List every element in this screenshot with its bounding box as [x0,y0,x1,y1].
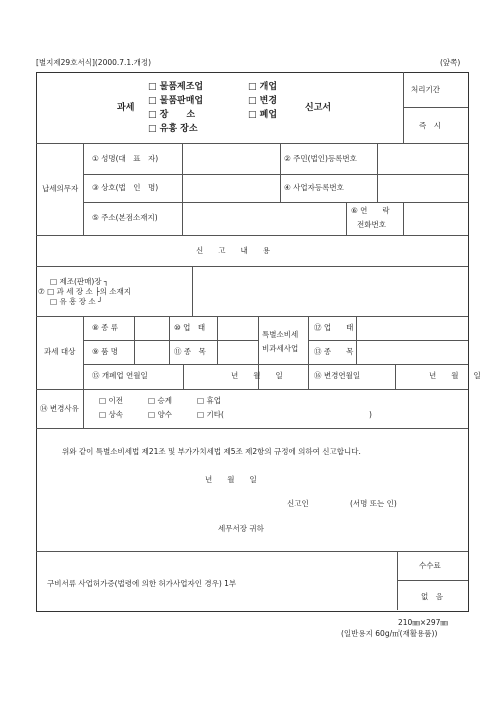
product-label: ⑨ 품 명 [92,347,118,356]
trade-name-label: ③ 상호(법 인 명) [92,183,159,192]
reason-relocation[interactable]: □ 이전 [99,396,123,405]
form-number: [별지제29호서식](2000.7.1.개정) [36,58,151,67]
exempt-label-1: 특별소비세 [262,330,299,339]
title-option-change[interactable]: □ 변경 [248,96,278,106]
declaration-text: 위와 같이 특별소비세법 제21조 및 부가가치세법 제5조 제2항의 규정에 의하여 신고합니다. [62,447,361,456]
type2-label: ⑫ 업 태 [314,323,354,332]
name-label: ① 성명(대 표 자) [92,154,159,163]
attachments-text: 구비서류 사업허가증(법령에 의한 허가사업자인 경우) 1부 [47,579,237,588]
addressee: 세무서장 귀하 [218,524,264,533]
declaration-date: 년 월 일 [205,475,257,484]
report-content-heading: 신 고 내 용 [196,246,270,255]
title-prefix: 과세 [117,103,135,113]
processing-period-value: 즉 시 [419,121,441,130]
kind-label: ⑧ 종 류 [92,323,118,332]
title-option-manufacturing[interactable]: □ 물품제조업 [148,82,204,92]
address-label: ⑤ 주소(본점소재지) [92,213,158,222]
paper-size: 210㎜×297㎜ [398,618,448,627]
title-option-place[interactable]: □ 장 소 [148,110,196,120]
change-date-label: ⑯ 변경연월일 [314,371,361,380]
taxpayer-label: 납세의무자 [42,184,79,193]
title-suffix: 신고서 [305,103,332,113]
title-option-sales[interactable]: □ 물품판매업 [148,96,204,106]
location-line-3: □ 유 흥 장 소 ┘ [50,297,103,306]
page-side: (앞쪽) [440,58,461,67]
reason-other[interactable]: □ 기타( [197,410,224,419]
processing-period-label: 처리기간 [411,85,440,94]
reason-suspension[interactable]: □ 휴업 [197,396,221,405]
title-option-open[interactable]: □ 개업 [248,82,278,92]
location-line-1: □ 제조(판매)장 ┐ [50,277,109,286]
item-label: ⑪ 종 목 [174,347,206,356]
phone-label-1: ⑥ 연 락 [351,206,390,215]
exempt-label-2: 비과세사업 [262,344,299,353]
type-label: ⑩ 업 태 [174,323,206,332]
fee-label: 수수료 [419,561,441,570]
change-date-value: 년 월 일 [429,371,481,380]
registration-number-label: ② 주민(법인)등록번호 [284,154,357,163]
location-line-2: ⑦ □ 과 세 장 소 ├의 소재지 [38,287,131,296]
reason-succession[interactable]: □ 승계 [148,396,172,405]
change-reason-label: ⑭ 변경사유 [40,404,79,413]
taxable-label: 과세 대상 [44,347,76,356]
phone-label-2: 전화번호 [357,220,386,229]
reporter-label: 신고인 [287,499,309,508]
open-close-date-value: 년 월 일 [231,371,283,380]
reason-inheritance[interactable]: □ 상속 [99,410,123,419]
title-option-close[interactable]: □ 폐업 [248,110,278,120]
reason-transfer[interactable]: □ 양수 [148,410,172,419]
paper-type: (일반용지 60g/㎡(재활용품)) [341,629,438,638]
item2-label: ⑬ 종 목 [314,347,354,356]
reason-other-close: ) [369,410,372,419]
title-option-entertainment[interactable]: □ 유흥 장소 [148,124,198,134]
open-close-date-label: ⑮ 개폐업 연월일 [92,371,148,380]
signature-label: (서명 또는 인) [350,499,397,508]
fee-value: 없 음 [421,592,443,601]
business-number-label: ④ 사업자등록번호 [284,183,344,192]
